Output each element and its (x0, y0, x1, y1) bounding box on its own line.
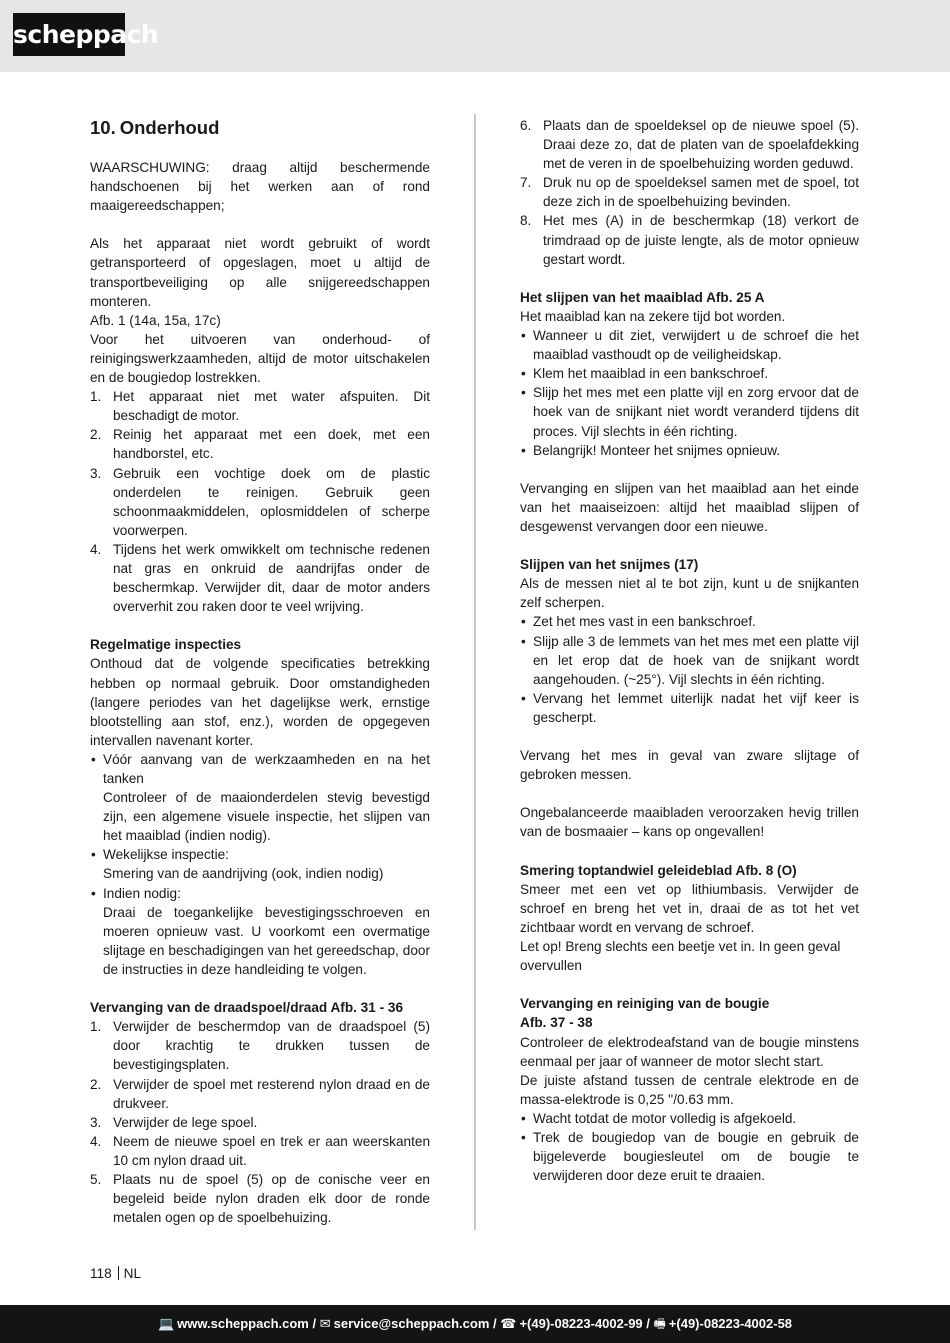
plug-list (520, 1109, 859, 1185)
blade-intro: Het maaiblad kan na zekere tijd bot worden. (520, 308, 786, 324)
page-number-value: 118 (90, 1266, 112, 1281)
plug-text-2: De juiste afstand tussen de centrale elektrode en de massa-elektrode is 0,25 ''/0.63 mm. (520, 1072, 859, 1107)
list-item: 2. Reinig het apparaat met een doek, met een handborstel, etc. (90, 427, 430, 462)
spool-steps-right (520, 116, 859, 269)
mail-icon: ✉ (319, 1316, 331, 1331)
spool-heading: Vervanging van de draadspoel/draad Afb. 31 - 36 (90, 1000, 404, 1016)
header-bar (0, 0, 950, 72)
blade-season-text: Vervanging en slijpen van het maaiblad aan het einde van het maaiseizoen: altijd het maaiblad slijpen of desgewenst vervangen door een nieuwe. (520, 480, 859, 534)
list-item: 8. Het mes (A) in de beschermkap (18) verkort de trimdraad op de juiste lengte, als de motor opnieuw gestart wordt. (520, 213, 859, 267)
inspections-heading: Regelmatige inspecties (90, 637, 242, 653)
page-language: NL (123, 1266, 142, 1281)
spool-steps-left (90, 1017, 430, 1227)
lube-note: Let op! Breng slechts een beetje vet in. In geen geval overvullen (520, 939, 841, 974)
inspection-list (90, 750, 430, 979)
list-item: • Zet het mes vast in een bankschroef. (521, 614, 756, 630)
phone-icon: ☎ (500, 1316, 517, 1331)
maintenance-intro: Voor het uitvoeren van onderhoud- of reinigingswerkzaamheden, altijd de motor uitschakelen en de bougiedop lostrekken. (90, 331, 430, 386)
email-link[interactable]: service@scheppach.com / (333, 1316, 497, 1331)
list-item: 7. Druk nu op de spoeldeksel samen met de spoel, tot deze zich in de spoelbehuizing bevinden. (520, 175, 859, 210)
list-item: • Wacht totdat de motor volledig is afgekoeld. (521, 1110, 797, 1126)
list-item: • Trek de bougiedop van de bougie en gebruik de bijgeleverde bougiesleutel om de bougie te verwijderen door deze eruit te draaien. (521, 1129, 859, 1184)
section-title-text: Onderhoud (119, 117, 220, 138)
plug-heading: Vervanging en reiniging van de bougie (520, 996, 770, 1012)
blade-heading: Het slijpen van het maaiblad Afb. 25 A (520, 289, 765, 305)
computer-icon: 💻 (157, 1316, 175, 1331)
knife-list (520, 612, 859, 727)
knife-heading: Slijpen van het snijmes (17) (520, 557, 699, 573)
cleaning-steps (90, 387, 430, 616)
blade-list (520, 326, 859, 460)
list-item: 2. Verwijder de spoel met resterend nylon draad en de drukveer. (90, 1076, 430, 1111)
website-link[interactable]: www.scheppach.com / (177, 1316, 317, 1331)
list-item: 6. Plaats dan de spoeldeksel op de nieuwe spoel (5). Draai deze zo, dat de platen van de spoelafdekking met de veren in de spoelbehuizing worden geduwd. (520, 118, 859, 172)
list-item: • Klem het maaiblad in een bankschroef. (521, 366, 769, 382)
left-column (90, 116, 430, 1227)
list-item: • Wanneer u dit ziet, verwijdert u de schroef die het maaiblad vasthoudt op de veiligheidskap. (521, 328, 859, 363)
knife-unbalanced-text: Ongebalanceerde maaibladen veroorzaken hevig trillen van de bosmaaier – kans op ongevallen! (520, 805, 859, 840)
warning-text: WAARSCHUWING: draag altijd beschermende handschoenen bij het werken aan of rond maaigereedschappen; (90, 160, 430, 214)
list-item: 3. Verwijder de lege spoel. (90, 1114, 258, 1130)
transport-text: Als het apparaat niet wordt gebruikt of wordt getransporteerd of opgeslagen, moet u altijd de transportbeveiliging op alle snijgereedschappen monteren. (90, 236, 430, 309)
list-item: 1. Het apparaat niet met water afspuiten. Dit beschadigt de motor. (90, 389, 430, 424)
lube-heading: Smering toptandwiel geleideblad Afb. 8 (O) (520, 862, 797, 878)
list-item: • Wekelijkse inspectie: Smering van de aandrijving (ook, indien nodig) (91, 847, 384, 882)
section-number: 10. (90, 117, 116, 138)
knife-intro: Als de messen niet al te bot zijn, kunt u de snijkanten zelf scherpen. (520, 576, 859, 611)
list-item: 1. Verwijder de beschermdop van de draadspoel (5) door krachtig te drukken tussen de bevestigingsplaten. (90, 1019, 430, 1073)
list-item: • Slijp alle 3 de lemmets van het mes met een platte vijl en let erop dat de hoek van de snijkant wordt aangehouden. (~25°). Vijl slechts in één richting. (521, 633, 859, 687)
list-item: • Indien nodig: Draai de toegankelijke bevestigingsschroeven en moeren opnieuw vast. U voorkomt een overmatige slijtage en beschadigingen van het gereedschap, door de instructies in deze handleiding te volgen. (91, 885, 430, 977)
plug-heading-figure: Afb. 37 - 38 (520, 1015, 593, 1031)
list-item: • Slijp het mes met een platte vijl en zorg ervoor dat de hoek van de snijkant niet wordt veranderd tijdens dit proces. Vijl slechts in één richting. (521, 385, 859, 439)
page-number (90, 1264, 141, 1283)
lube-text: Smeer met een vet op lithiumbasis. Verwijder de schroef en breng het vet in, draai de as tot het vet zichtbaar wordt en vervang de schroef. (520, 881, 859, 935)
phone-number: +(49)-08223-4002-99 / (519, 1316, 650, 1331)
section-title (90, 116, 430, 140)
right-column (520, 116, 859, 1185)
list-item: • Vóór aanvang van de werkzaamheden en na het tanken Controleer of de maaionderdelen stevig bevestigd zijn, een algemene visuele inspectie, het slijpen van het maaiblad (indien nodig). (91, 751, 430, 844)
list-item: 5. Plaats nu de spoel (5) op de conische veer en begeleid beide nylon draden elk door de ronde metalen ogen op de spoelbehuizing. (90, 1171, 430, 1226)
fax-icon: 🖷 (653, 1316, 666, 1331)
figure-reference: Afb. 1 (14a, 15a, 17c) (90, 312, 221, 328)
knife-wear-text: Vervang het mes in geval van zware slijtage of gebroken messen. (520, 748, 859, 783)
column-divider (474, 114, 476, 1230)
list-item: • Belangrijk! Monteer het snijmes opnieuw. (521, 442, 781, 458)
plug-text-1: Controleer de elektrodeafstand van de bougie minstens eenmaal per jaar of wanneer de motor slecht start. (520, 1034, 859, 1069)
inspections-intro: Onthoud dat de volgende specificaties betrekking hebben op normaal gebruik. Door omstandigheden (langere periodes van het dagelijkse werk, ernstige blootstelling aan stof, enz.), worden de opgegeven intervallen navenant korter. (90, 656, 430, 748)
list-item: 4. Tijdens het werk omwikkelt om technische redenen nat gras en onkruid de aandrijfas onder de beschermkap. Verwijder dit, daar de motor anders oververhit zou raken door te veel wrijving. (90, 541, 430, 615)
list-item: 4. Neem de nieuwe spoel en trek er aan weerskanten 10 cm nylon draad uit. (90, 1133, 430, 1168)
scheppach-logo: scheppach (13, 13, 125, 56)
fax-number: +(49)-08223-4002-58 (668, 1316, 793, 1331)
list-item: 3. Gebruik een vochtige doek om de plastic onderdelen te reinigen. Gebruik geen schoonmaakmiddelen, oplosmiddelen of scherpe voorwerpen. (90, 465, 430, 538)
footer-bar (0, 1305, 950, 1343)
list-item: • Vervang het lemmet uiterlijk nadat het vijf keer is gescherpt. (521, 690, 859, 725)
